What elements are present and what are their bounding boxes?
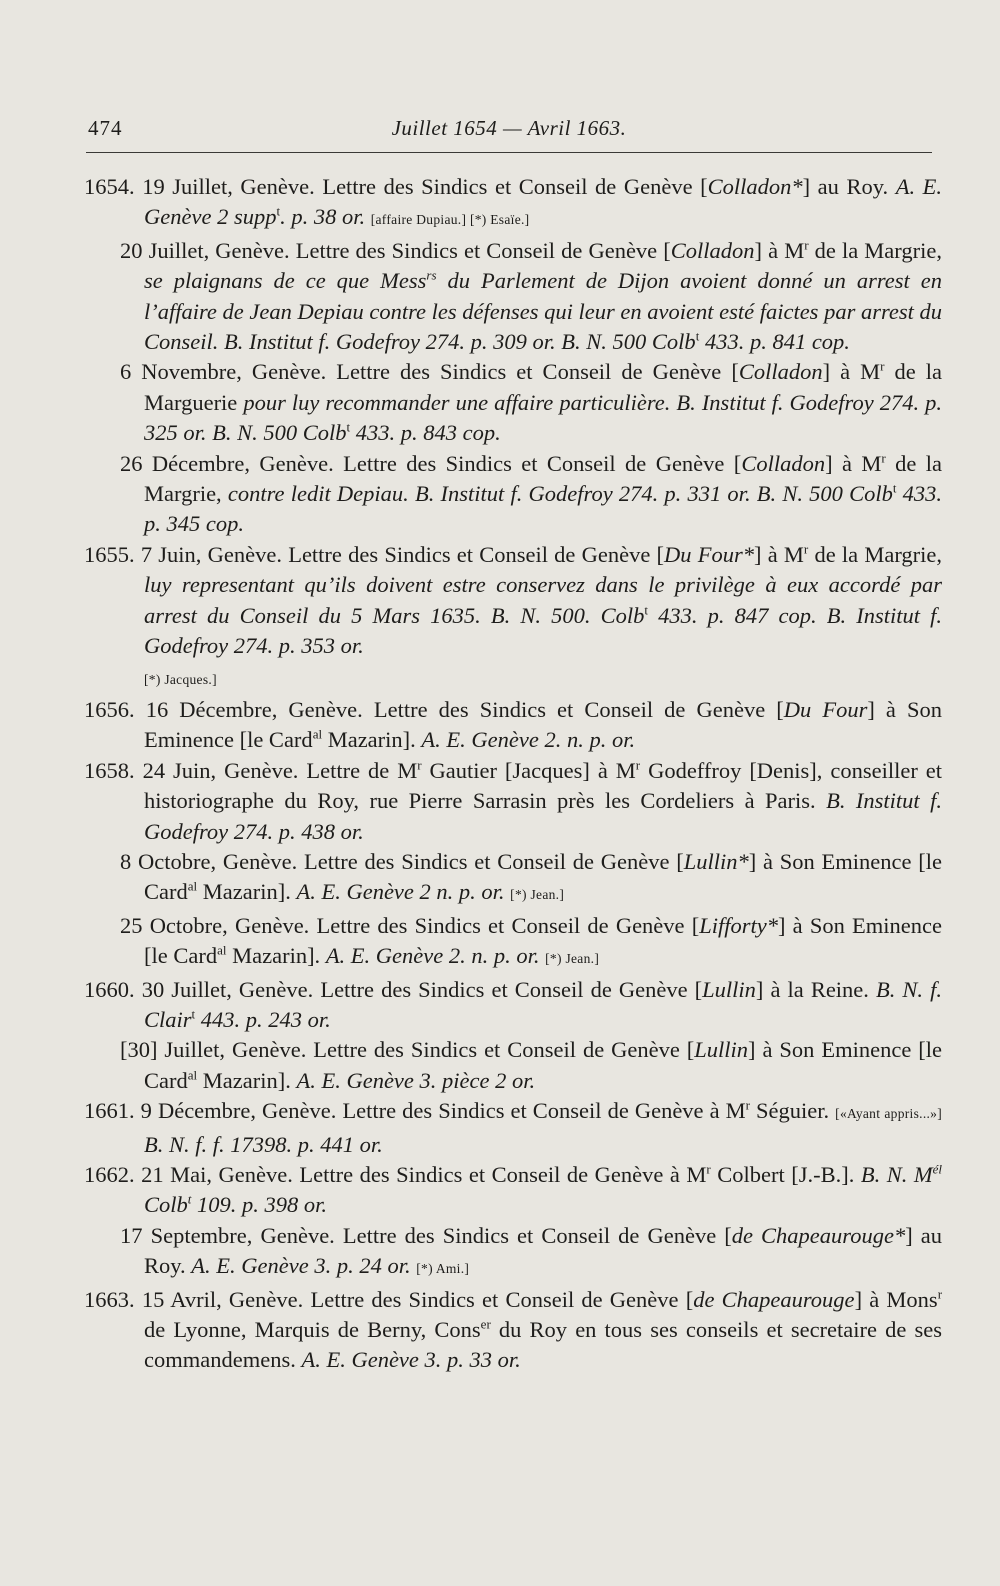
entry-text-cont: ] à Son Eminence [le Card [144,848,942,905]
entry [84,1160,942,1221]
entry-text-cont: de la Marguerie [144,359,942,415]
entry-text: Lettre des Sindics et Conseil de Genève [ [313,1037,695,1063]
entry-text-cont: de la Margrie, [144,450,942,507]
entry-text-cont: ] à Son Eminence [le Card [144,912,942,969]
entry-text-sup: r [880,358,885,374]
entry-text-sup: al [187,1067,198,1083]
entry [84,1096,942,1160]
entry-text: Lettre des Sindics et Conseil de Genève à M [342,1098,746,1124]
entry-source-sup: él [932,1161,943,1177]
entry-year: 1658. [84,757,135,783]
entry-text: Lettre des Sindics et Conseil de Genève [ [342,1222,732,1248]
entry-text-sup: r [706,1161,711,1177]
entry-source-sup: t [892,480,897,496]
entry-text: Lettre des Sindics et Conseil de Genève [ [310,1286,694,1312]
entry-text-cont: de la Margrie, [808,541,943,567]
entry-source-cont: 433. p. 843 cop. [350,420,501,446]
entry-source-cont: . p. 38 or. [280,204,366,230]
entry [84,756,942,847]
entry-text-sup: r [804,237,809,253]
entry [84,911,942,975]
entry-text: Lettre des Sindics et Conseil de Genève [ [336,359,739,385]
entry-source-cont: 109. p. 398 or. [191,1192,328,1218]
entry-text: Lettre des Sindics et Conseil de Genève [ [316,912,700,938]
entry-source-sup: t [191,1006,196,1022]
entry-summary-cont: du Parlement de Dijon avoient donné un arrest en l’affaire de Jean Depiau contre les défenses qui leur en avoient esté faictes par arrest du Conseil. [144,268,942,355]
entry-text-cont: Séguier. [749,1098,830,1124]
entry-source-sup: t [644,602,649,618]
entry-text-cont: Gautier [Jacques] à M [421,757,636,783]
entry-text: Lettre des Sindics et Conseil de Genève [ [303,848,684,874]
entry-date: 21 Mai, Genève. [141,1162,293,1187]
entry-text-cont: de Lyonne, Marquis de Berny, Cons [144,1317,481,1343]
entry-text-cont: ] à M [822,359,881,385]
entry-year: 1655. [84,541,135,567]
entry-date: 20 Juillet, Genève. [120,237,290,263]
entry-summary: pour luy recommander une affaire particulière. [243,389,671,415]
entry-text-sup: r [803,541,809,557]
entry-text: Lettre des Sindics et Conseil de Genève [ [373,696,784,722]
entry-year: 1654. [84,174,135,199]
entry-text-cont: ] au Roy. [802,174,889,199]
entry-author: de Chapeaurouge [693,1286,855,1312]
entry-date: 15 Avril, Genève. [141,1286,304,1312]
entry-source-sup: t [187,1191,192,1207]
entry-date: 26 Décembre, Genève. [120,450,334,476]
entry-text: Lettre des Sindics et Conseil de Genève à M [299,1162,707,1187]
entry-text-cont: du Roy en tous ses conseils et secretaire de ses commandemens. [144,1317,943,1373]
entry-source: A. E. Genève 3. pièce 2 or. [296,1067,536,1093]
entry-source-cont: 433. p. 841 cop. [699,329,850,355]
entry-text-cont: ] à Son Eminence [le Card [144,696,943,753]
entry [84,1221,942,1285]
entry-text: Lettre des Sindics et Conseil de Genève [ [320,976,703,1002]
entry-author: Colladon [670,237,755,263]
entry-source: A. E. Genève 2 supp [144,174,942,230]
entry-date: 9 Décembre, Genève. [140,1098,337,1124]
entry-source-cont: Colb [144,1192,188,1218]
entry-author: Du Four* [664,541,754,567]
entry-summary: contre ledit Depiau. [227,481,409,507]
entry-author: Lifforty* [699,912,778,938]
entry-date: 30 Juillet, Genève. [141,976,314,1002]
entry-text-sup: r [745,1097,750,1113]
entry-date: 17 Septembre, Genève. [120,1222,335,1248]
entry [84,357,942,448]
entry-text-cont: Mazarin]. [197,1067,291,1093]
page-header [86,110,932,146]
entry-author: de Chapeaurouge* [731,1222,906,1248]
entry-date: 7 Juin, Genève. [140,541,282,567]
entry-author: Lullin* [683,848,749,874]
entry-author: Colladon [738,359,823,385]
entry-source: B. N. M [860,1162,933,1187]
entry-source: A. E. Genève 3. p. 24 or. [191,1253,411,1279]
entry-note: [*) Jean.] [510,887,565,903]
entry-text-cont: ] à Son Eminence [le Card [144,1037,942,1093]
header-rule [86,152,932,153]
entry [84,172,942,236]
entry [84,847,942,911]
entry-source: B. N. f. Clair [144,976,942,1032]
entry-source: A. E. Genève 3. p. 33 or. [301,1347,521,1373]
entry-text-sup: r [881,450,886,466]
entry [84,540,942,695]
entry-text-cont: de la Margrie, [808,237,942,263]
entry-source: B. Institut f. Godefroy 274. p. 309 or. B. N. 500 Colb [224,329,696,355]
entry-year: 1656. [84,696,135,722]
entry-text-sup: r [417,757,422,773]
entry-year: 1661. [84,1098,135,1124]
entry [84,449,942,540]
entry-source-cont: 443. p. 243 or. [195,1006,331,1032]
entry-source: A. E. Genève 2. n. p. or. [325,943,540,969]
entry-text-sup: al [217,942,227,958]
entry-source-sup: t [276,203,281,219]
entry-note: [*) Jacques.] [144,671,217,687]
entry-summary: se plaignans de ce que Mess [144,268,427,294]
entry-text: Lettre des Sindics et Conseil de Genève [ [322,174,708,199]
entry-note: [*) Jean.] [545,951,600,967]
entry-text: Lettre des Sindics et Conseil de Genève [ [343,450,742,476]
entry-text-cont: ] à la Reine. [755,976,869,1002]
entry-text-sup: r [635,757,641,773]
entry-text-cont: Mazarin]. [226,943,321,969]
entry-note: [«Ayant appris...»] [835,1106,943,1122]
entry-date: [30] Juillet, Genève. [120,1037,307,1063]
running-title: Juillet 1654 — Avril 1663. [391,116,627,140]
entry-date: 8 Octobre, Genève. [120,848,298,874]
entry-source: B. Institut f. Godefroy 274. p. 331 or. B. N. 500 Colb [414,481,893,507]
entry-source-sup: t [695,328,700,344]
entry-text-cont: Mazarin]. [322,727,416,753]
entry [84,975,942,1036]
entry-date: 16 Décembre, Genève. [145,696,363,722]
entry-author: Lullin [694,1037,749,1063]
entry-date: 19 Juillet, Genève. [142,174,315,199]
entry-year: 1662. [84,1162,135,1187]
entry [84,236,942,358]
entry-text: Lettre des Sindics et Conseil de Genève [ [295,237,671,263]
entry-text-cont: Colbert [J.-B.]. [710,1162,855,1187]
entry-author: Du Four [783,696,868,722]
entry-text-sup: al [312,726,323,742]
entry [84,1285,942,1376]
entry-note: [*) Ami.] [416,1261,470,1277]
entry-note: [affaire Dupiau.] [*) Esaïe.] [370,212,530,228]
entry-year: 1660. [84,976,135,1002]
entry-text-cont: ] au Roy. [144,1222,943,1279]
entry-date: 6 Novembre, Genève. [120,359,327,385]
entry-author: Colladon [741,450,826,476]
entry-text-cont: Mazarin]. [197,879,291,905]
entry-source: B. N. f. f. 17398. p. 441 or. [144,1131,383,1157]
entry-text-sup: al [187,878,198,894]
entry-source: A. E. Genève 2 n. p. or. [296,879,505,905]
entry-source: A. E. Genève 2. n. p. or. [421,727,636,753]
entry [84,1035,942,1096]
entry-year: 1663. [84,1286,135,1312]
calendar-entries [84,172,942,1376]
entry [84,695,942,756]
entry-text-sup: r [937,1286,943,1302]
entry-source-cont: 433. p. 847 cop. B. Institut f. Godefroy 274. p. 353 or. [144,602,942,659]
entry-text-cont: ] à M [825,450,882,476]
entry-date: 24 Juin, Genève. [142,757,299,783]
entry-text-sup: er [480,1316,491,1332]
entry-summary-sup: rs [426,267,437,283]
entry-source: B. N. 500. Colb [490,602,645,628]
entry-author: Lullin [702,976,756,1002]
page-number: 474 [88,116,123,140]
entry-source-cont: 433. p. 345 cop. [144,481,943,537]
entry-source-sup: t [346,419,351,435]
entry-author: Colladon* [707,174,803,199]
entry-text-cont: ] à M [754,541,804,567]
entry-summary: luy representant qu’ils doivent estre conservez dans le privilège à eux accordé par arrest du Conseil du 5 Mars 1635. [144,572,942,628]
entry-text-cont: ] à Mons [854,1286,938,1312]
entry-text-cont: ] à M [754,237,805,263]
entry-source: B. Institut f. Godefroy 274. p. 325 or. B. N. 500 Colb [144,389,943,446]
entry-source: B. Institut f. Godefroy 274. p. 438 or. [144,788,943,844]
entry-text-cont: Godeffroy [Denis], conseiller et historiographe du Roy, rue Pierre Sarrasin près les Cordeliers à Paris. [144,757,943,814]
entry-date: 25 Octobre, Genève. [120,912,310,938]
entry-text: Lettre de M [306,757,418,783]
entry-text: Lettre des Sindics et Conseil de Genève [ [288,541,665,567]
